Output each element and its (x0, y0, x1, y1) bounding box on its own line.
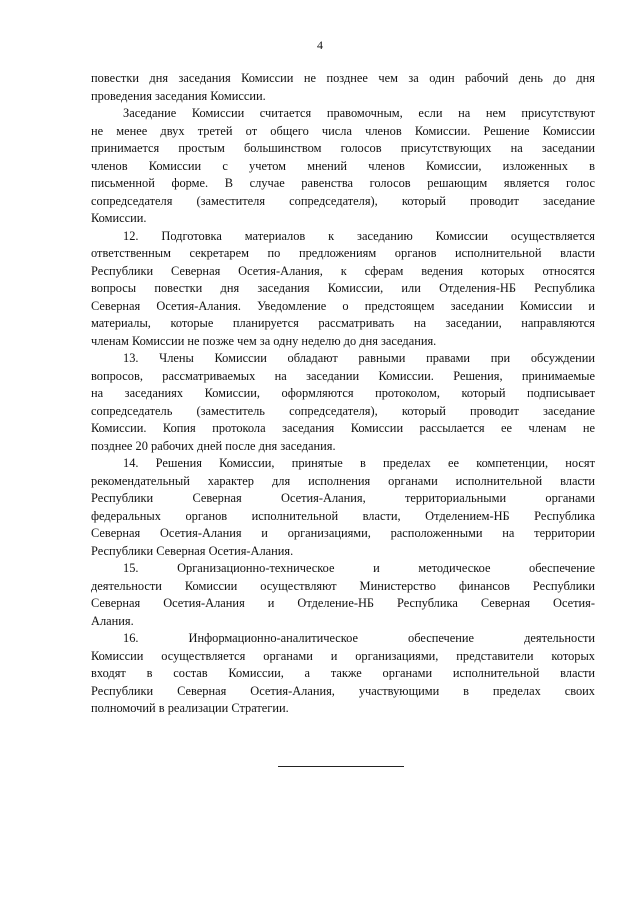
text-line: Северная Осетия-Алания и организациями, расположенными на территории (91, 526, 595, 540)
text-line: членам Комиссии не позже чем за одну неделю до дня заседания. (91, 333, 437, 348)
text-line: вопросов, рассматриваемых на заседании Комиссии. Решения, принимаемые (91, 368, 595, 383)
text-line: ответственным секретарем по предложениям органов исполнительной власти (91, 246, 595, 260)
text-line: 16. Информационно-аналитическое обеспечение деятельности (123, 631, 595, 645)
text-line: федеральных органов исполнительной власти, Отделением-НБ Республика (91, 508, 595, 523)
text-line: Заседание Комиссии считается правомочным, если на нем присутствуют (123, 106, 595, 120)
page-number: 4 (317, 38, 323, 52)
text-line: принимается простым большинством голосов присутствующих на заседании (91, 141, 595, 155)
text-line: Северная Осетия-Алания и Отделение-НБ Республика Северная Осетия- (91, 596, 595, 610)
text-line: на заседаниях Комиссии, оформляются протоколом, который подписывает (91, 386, 595, 400)
text-line: письменной форме. В случае равенства голосов решающим является голос (91, 176, 595, 190)
text-line: 15. Организационно-техническое и методическое обеспечение (123, 561, 595, 575)
text-line: рекомендательный характер для исполнения органами исполнительной власти (91, 473, 595, 488)
text-line: Северная Осетия-Алания. Уведомление о предстоящем заседании Комиссии и (91, 298, 595, 313)
text-line: позднее 20 рабочих дней после дня заседания. (91, 438, 336, 453)
text-line: деятельности Комиссии осуществляют Министерство финансов Республики (91, 578, 595, 593)
text-line: Алания. (91, 613, 134, 628)
text-line: 13. Члены Комиссии обладают равными правами при обсуждении (123, 351, 595, 365)
text-line: входят в состав Комиссии, а также органами исполнительной власти (91, 666, 595, 680)
text-line: вопросы повестки дня заседания Комиссии, или Отделения-НБ Республика (91, 281, 595, 295)
text-line: сопредседателя (заместителя сопредседателя), который проводит заседание (91, 193, 595, 208)
text-line: Республики Северная Осетия-Алания, территориальными органами (91, 491, 595, 505)
text-line: 14. Решения Комиссии, принятые в пределах ее компетенции, носят (123, 456, 595, 470)
text-line: Комиссии осуществляется органами и организациями, представители которых (91, 648, 595, 663)
text-line: проведения заседания Комиссии. (91, 88, 266, 103)
end-of-text-rule (278, 766, 404, 767)
text-line: полномочий в реализации Стратегии. (91, 701, 289, 715)
text-line: членов Комиссии с учетом мнений членов Комиссии, изложенных в (91, 158, 595, 173)
text-line: Комиссии. (91, 211, 147, 225)
text-line: Республики Северная Осетия-Алания, к сферам ведения которых относятся (91, 263, 595, 278)
text-line: Республики Северная Осетия-Алания. (91, 543, 294, 558)
text-line: 12. Подготовка материалов к заседанию Комиссии осуществляется (123, 228, 595, 243)
text-line: материалы, которые планируется рассматривать на заседании, направляются (91, 316, 595, 330)
body-text (91, 70, 595, 718)
text-line: Республики Северная Осетия-Алания, участвующими в пределах своих (91, 683, 595, 698)
text-line: повестки дня заседания Комиссии не позднее чем за один рабочий день до дня (91, 71, 595, 85)
text-line: Комиссии. Копия протокола заседания Комиссии рассылается ее членам не (91, 421, 595, 435)
text-line: не менее двух третей от общего числа членов Комиссии. Решение Комиссии (91, 123, 595, 138)
text-line: сопредседатель (заместитель сопредседателя), который проводит заседание (91, 403, 595, 418)
